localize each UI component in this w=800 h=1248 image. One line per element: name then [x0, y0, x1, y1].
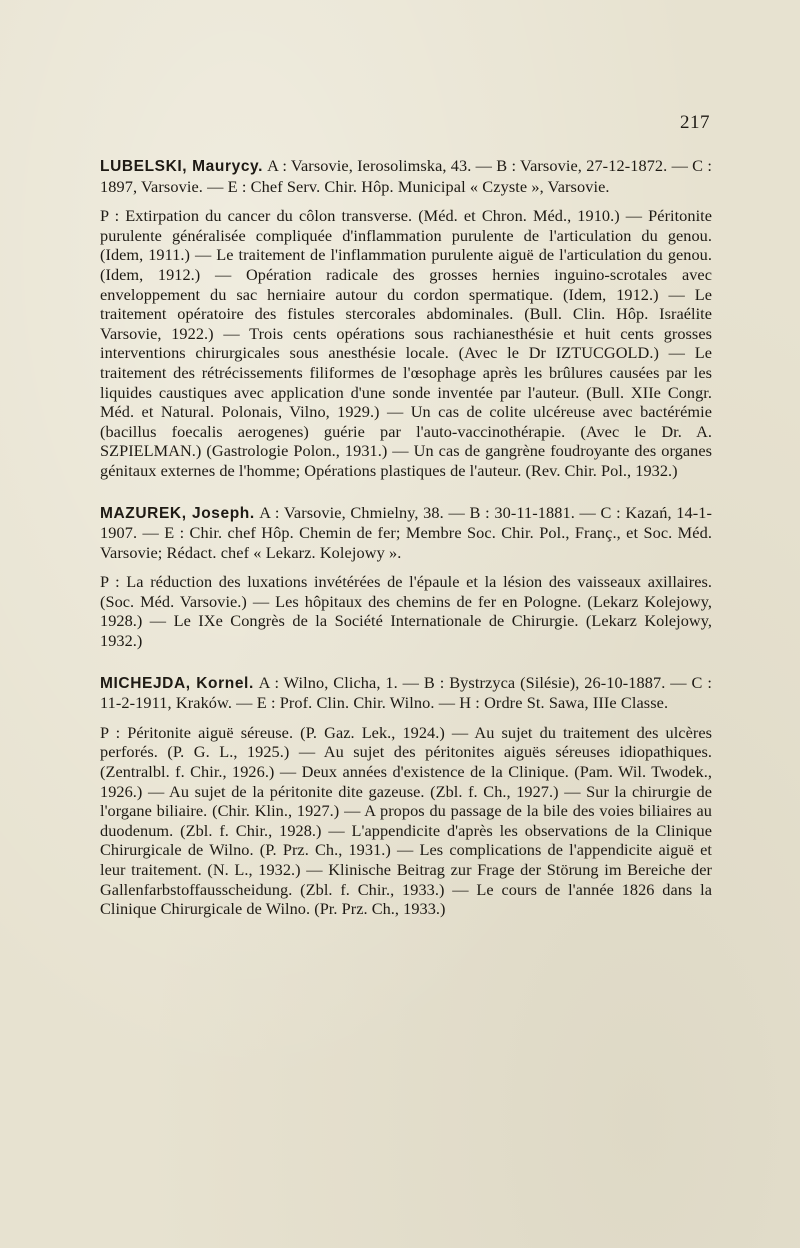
- entries-column: [100, 156, 712, 919]
- entry-fields: A : Varsovie, Ierosolimska, 43. — B : Varsovie, 27-12-1872. — C : 1897, Varsovie. — E : Chef Serv. Chir. Hôp. Municipal « Czyste », Varsovie.: [100, 156, 712, 196]
- entry-header: [100, 673, 712, 713]
- page-number: 217: [680, 112, 710, 133]
- entry-michejda: [100, 673, 712, 919]
- entry-header: [100, 156, 712, 196]
- entry-publications: P : Péritonite aiguë séreuse. (P. Gaz. Lek., 1924.) — Au sujet du traitement des ulcères perforés. (P. G. L., 1925.) — Au sujet des péritonites aiguës séreuses idiopathiques. (Zentralbl. f. Chir., 1926.) — Deux années d'existence de la Clinique. (Pam. Wil. Twodek., 1926.) — Au sujet de la péritonite dite gazeuse. (Zbl. f. Ch., 1927.) — Sur la chirurgie de l'organe biliaire. (Chir. Klin., 1927.) — A propos du passage de la bile des voies biliaires au duodenum. (Zbl. f. Chir., 1928.) — L'appendicite d'après les observations de la Clinique Chirurgicale de Wilno. (P. Prz. Ch., 1931.) — Les complications de l'appendicite aiguë et leur traitement. (N. L., 1932.) — Klinische Beitrag zur Frage der Störung im Bereiche der Gallenfarbstoffausscheidung. (Zbl. f. Chir., 1933.) — Le cours de l'année 1826 dans la Clinique Chirurgicale de Wilno. (Pr. Prz. Ch., 1933.): [100, 722, 712, 919]
- entry-fields: A : Varsovie, Chmielny, 38. — B : 30-11-1881. — C : Kazań, 14-1-1907. — E : Chir. chef Hôp. Chemin de fer; Membre Soc. Chir. Pol., Franç., et Soc. Méd. Varsovie; Rédact. chef « Lekarz. Kolejowy ».: [100, 502, 713, 562]
- entry-lubelski: [100, 156, 712, 481]
- entry-fields: A : Wilno, Clicha, 1. — B : Bystrzyca (Silésie), 26-10-1887. — C : 11-2-1911, Kraków. — E : Prof. Clin. Chir. Wilno. — H : Ordre St. Sawa, IIIe Classe.: [100, 672, 712, 713]
- entry-publications: P : Extirpation du cancer du côlon transverse. (Méd. et Chron. Méd., 1910.) — Péritonite purulente généralisée compliquée d'inflammation purulente de l'articulation du genou. (Idem, 1911.) — Le traitement de l'inflammation purulente aiguë de l'articulation du genou. (Idem, 1912.) — Opération radicale des grosses hernies inguino-scrotales avec enveloppement du sac herniaire autour du cordon spermatique. (Idem, 1912.) — Le traitement opératoire des fistules stercorales abdominales. (Bull. Clin. Hôp. Israélite Varsovie, 1922.) — Trois cents opérations sous rachianesthésie et huit cents grosses interventions chirurgicales sous anesthésie locale. (Avec le Dr IZTUCGOLD.) — Le traitement des rétrécissements filiformes de l'œsophage après les brûlures causées par les liquides caustiques avec application d'une sonde inventée par l'auteur. (Bull. XIIe Congr. Méd. et Natural. Polonais, Vilno, 1929.) — Un cas de colite ulcéreuse avec bactérémie (bacillus foecalis aerogenes) guérie par l'auto-vaccinothérapie. (Avec le Dr. A. SZPIELMAN.) (Gastrologie Polon., 1931.) — Un cas de gangrène foudroyante des organes génitaux externes de l'homme; Opérations plastiques de l'auteur. (Rev. Chir. Pol., 1932.): [100, 206, 712, 480]
- entry-name: MICHEJDA, Kornel.: [100, 674, 254, 692]
- entry-name: MAZUREK, Joseph.: [100, 504, 255, 522]
- entry-header: [100, 503, 712, 563]
- entry-spacer: [100, 481, 712, 503]
- entry-mazurek: [100, 503, 712, 651]
- entry-spacer: [100, 651, 712, 673]
- entry-name: LUBELSKI, Maurycy.: [100, 158, 264, 175]
- entry-publications: P : La réduction des luxations invétérées de l'épaule et la lésion des vaisseaux axillaires. (Soc. Méd. Varsovie.) — Les hôpitaux des chemins de fer en Pologne. (Lekarz Kolejowy, 1928.) — Le IXe Congrès de la Société Internationale de Chirurgie. (Lekarz Kolejowy, 1932.): [100, 572, 712, 651]
